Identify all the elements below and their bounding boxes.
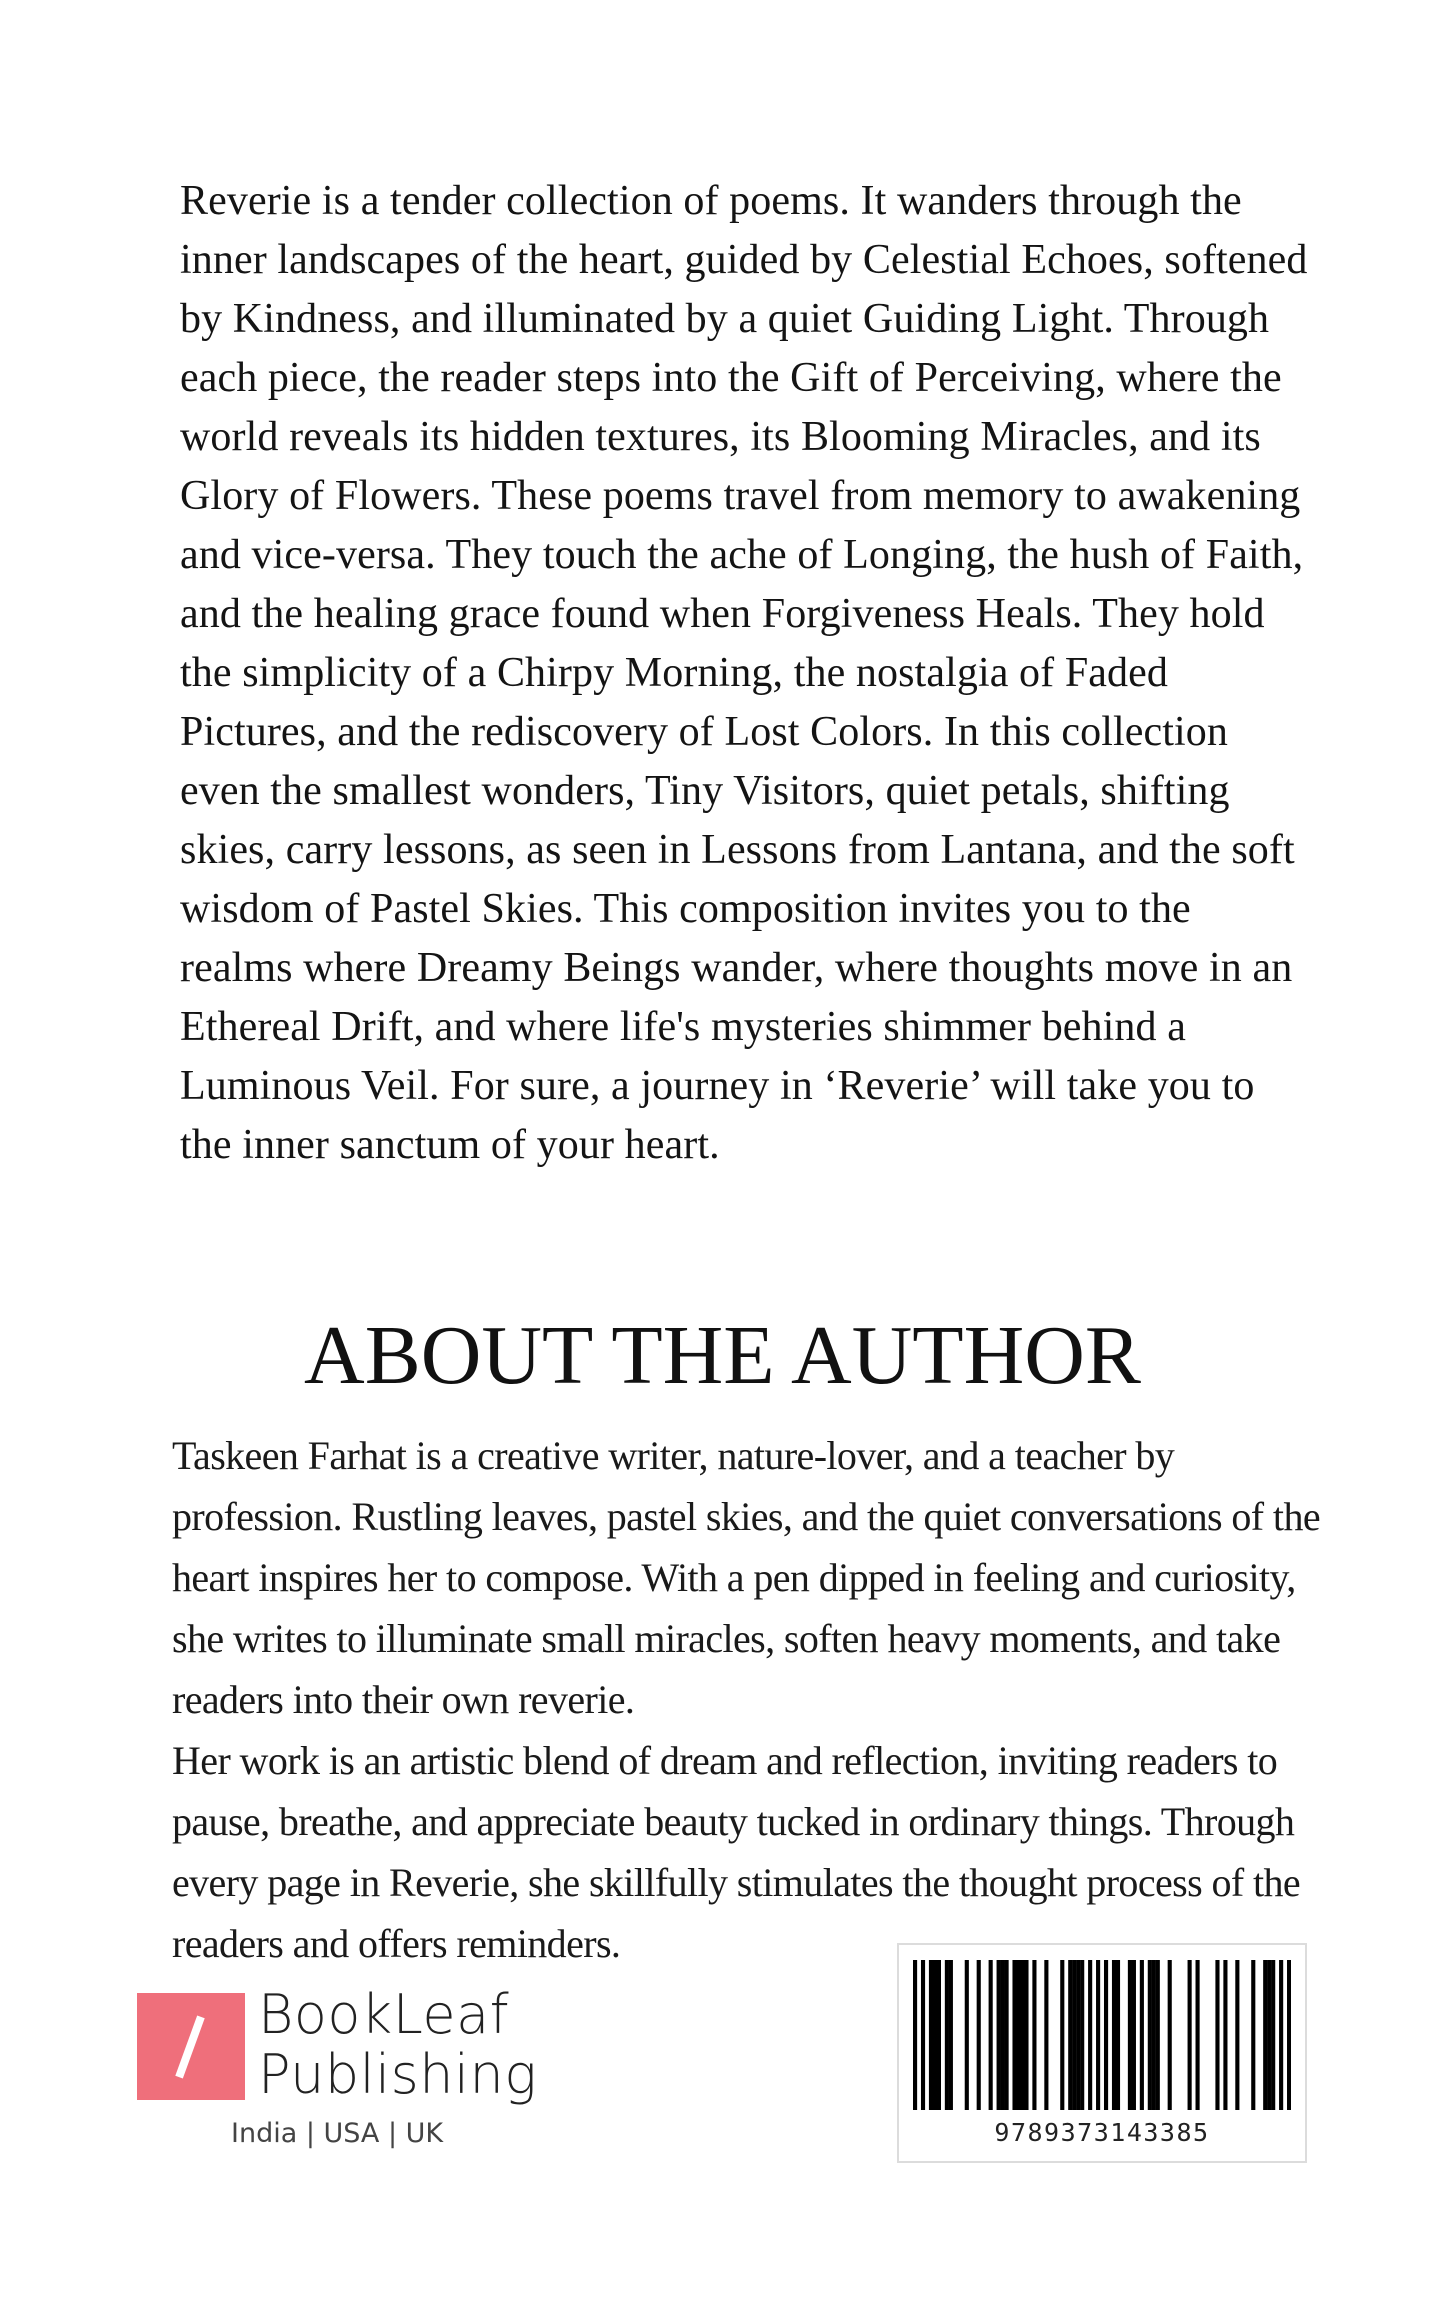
- author-bio-paragraph: Her work is an artistic blend of dream and reflection, inviting readers to pause, breathe, and appreciate beauty tucked in ordinary things. Through every page in Reverie, she skillfully stimulates the thought process of the readers and offers reminders.: [172, 1738, 1301, 1966]
- about-the-author-heading: ABOUT THE AUTHOR: [304, 1309, 1141, 1402]
- barcode-bar: [1072, 1960, 1076, 2110]
- author-bio-paragraph: Taskeen Farhat is a creative writer, nature-lover, and a teacher by profession. Rustling leaves, pastel skies, and the quiet conversations of the heart inspires her to compose. With a pen dipped in feeling and curiosity, she writes to illuminate small miracles, soften heavy moments, and take readers into their own reverie.: [172, 1433, 1320, 1722]
- barcode-bar: [1016, 1960, 1020, 2110]
- publisher-regions: India | USA | UK: [231, 2118, 444, 2149]
- barcode-bar: [997, 1960, 1001, 2110]
- barcode-bar: [1132, 1960, 1136, 2110]
- barcode-bar: [949, 1960, 953, 2110]
- barcode-bar: [1116, 1960, 1120, 2110]
- barcode-bar: [1060, 1960, 1064, 2110]
- barcode-bar: [1044, 1960, 1048, 2110]
- barcode-bar: [1001, 1960, 1005, 2110]
- barcode-bar: [1104, 1960, 1108, 2110]
- barcode-bar: [1271, 1960, 1275, 2110]
- slash-logo-icon: [137, 1993, 245, 2100]
- publisher-name: [258, 1985, 537, 2105]
- barcode-bar: [1080, 1960, 1084, 2110]
- barcode-bar: [1287, 1960, 1291, 2110]
- barcode-bar: [1235, 1960, 1239, 2110]
- author-bio: [172, 1425, 1332, 1974]
- barcode-bar: [1148, 1960, 1152, 2110]
- barcode-bar: [933, 1960, 937, 2110]
- barcode-bar: [1012, 1960, 1016, 2110]
- barcode-bar: [977, 1960, 981, 2110]
- barcode-bar: [1005, 1960, 1009, 2110]
- barcode-bar: [1223, 1960, 1227, 2110]
- barcode-bar: [1032, 1960, 1036, 2110]
- barcode-bar: [913, 1960, 917, 2110]
- barcode-bar: [1024, 1960, 1028, 2110]
- barcode-bar: [937, 1960, 941, 2110]
- barcode-bar: [1215, 1960, 1219, 2110]
- barcode-bar: [1279, 1960, 1283, 2110]
- barcode-bar: [989, 1960, 993, 2110]
- publisher-name-line1: BookLeaf: [258, 1983, 510, 2046]
- barcode-bar: [1196, 1960, 1200, 2110]
- barcode-bar: [1188, 1960, 1192, 2110]
- back-cover-blurb: Reverie is a tender collection of poems. It wanders through the inner landscapes of the heart, guided by Celestial Echoes, softened by Kindness, and illuminated by a quiet Guiding Light. Through each piece, the reader steps into the Gift of Perceiving, where the world reveals its hidden textures, its Blooming Miracles, and its Glory of Flowers. These poems travel from memory to awakening and vice-versa. They touch the ache of Longing, the hush of Faith, and the healing grace found when Forgiveness Heals. They hold the simplicity of a Chirpy Morning, the nostalgia of Faded Pictures, and the rediscovery of Lost Colors. In this collection even the smallest wonders, Tiny Visitors, quiet petals, shifting skies, carry lessons, as seen in Lessons from Lantana, and the soft wisdom of Pastel Skies. This composition invites you to the realms where Dreamy Beings wander, where thoughts move in an Ethereal Drift, and where life's mysteries shimmer behind a Luminous Veil. For sure, a journey in ‘Reverie’ will take you to the inner sanctum of your heart.: [180, 178, 1308, 1168]
- barcode-bar: [965, 1960, 969, 2110]
- barcode-bar: [1020, 1960, 1024, 2110]
- barcode-bar: [1168, 1960, 1172, 2110]
- isbn-barcode: [897, 1943, 1307, 2163]
- barcode-bar: [1156, 1960, 1160, 2110]
- barcode-icon: [913, 1960, 1291, 2110]
- barcode-bar: [1096, 1960, 1100, 2110]
- barcode-bar: [1263, 1960, 1267, 2110]
- barcode-bar: [1140, 1960, 1144, 2110]
- publisher-name-line2: Publishing: [258, 2043, 538, 2106]
- barcode-bar: [1112, 1960, 1116, 2110]
- isbn-number: 9789373143385: [994, 2118, 1210, 2147]
- barcode-bar: [1251, 1960, 1255, 2110]
- barcode-bar: [945, 1960, 949, 2110]
- barcode-bar: [1128, 1960, 1132, 2110]
- publisher-logo: [137, 1983, 577, 2153]
- barcode-bar: [1267, 1960, 1271, 2110]
- barcode-bar: [1152, 1960, 1156, 2110]
- barcode-bar: [1076, 1960, 1080, 2110]
- barcode-bar: [921, 1960, 925, 2110]
- barcode-bar: [1088, 1960, 1092, 2110]
- barcode-bar: [1068, 1960, 1072, 2110]
- barcode-bar: [929, 1960, 933, 2110]
